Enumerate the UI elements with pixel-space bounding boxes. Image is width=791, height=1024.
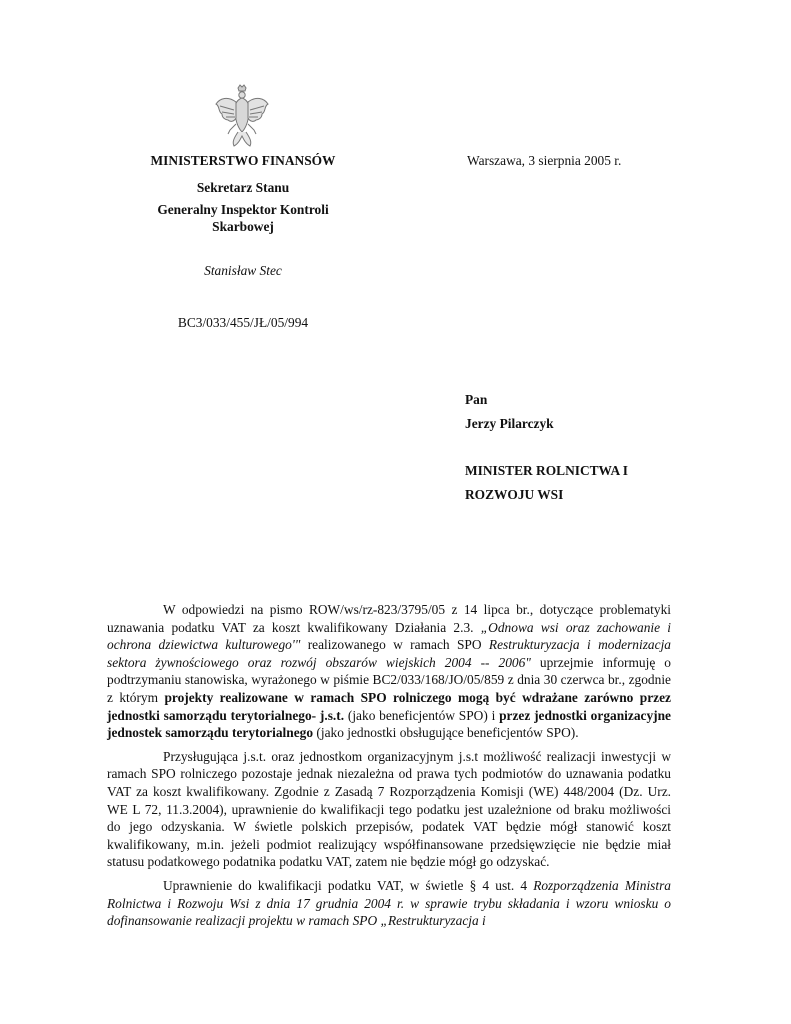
recipient-name: Jerzy Pilarczyk <box>465 416 554 431</box>
sender-title-line1: Generalny Inspektor Kontroli <box>157 202 329 217</box>
body-paragraph-1 <box>107 601 671 742</box>
recipient-office-line2: ROZWOJU WSI <box>465 487 564 502</box>
letter-body <box>107 601 671 930</box>
sender-title-line2: Skarbowej <box>212 219 274 234</box>
body-paragraph-3 <box>107 877 671 930</box>
text-run: Przysługująca j.s.t. oraz jednostkom organizacyjnym j.s.t możliwość realizacji inwestycji w ramach SPO rolniczego pozostaje jednak niezależna od prawa tych podmiotów do uznawania podatku VAT za koszt kwalifikowany. Zgodnie z Zasadą 7 Rozporządzenia Komisji (WE) 448/2004 (Dz. Urz. WE L 72, 11.3.2004), uprawnienie do kwalifikacji tego podatku jest uzależnione od braku możliwości do jego odzyskania. W świetle polskich przepisów, podatek VAT będzie mógł stanowić koszt kwalifikowany, m.in. jeżeli podmiot realizujący współfinansowane przedsięwzięcie nie będzie miał statusu podatkowego podatnika podatku VAT, zatem nie będzie mógł go odzyskać. <box>107 748 671 870</box>
text-run: (jako beneficjentów SPO) i <box>344 707 500 723</box>
reference-number: BC3/033/455/JŁ/05/994 <box>177 315 309 330</box>
text-run: realizowanego w ramach SPO <box>300 637 489 653</box>
ministry-name: MINISTERSTWO FINANSÓW <box>150 153 336 168</box>
text-run: Uprawnienie do kwalifikacji podatku VAT, w świetle § 4 ust. 4 <box>163 877 534 893</box>
text-run: przez jednostki organizacyjne jednostek samorządu terytorialnego <box>107 707 672 741</box>
text-run: W odpowiedzi na pismo ROW/ws/rz-823/3795/05 z 14 lipca br., dotyczące problematyki uznawania podatku VAT za koszt kwalifikowany Działania 2.3. <box>107 602 671 635</box>
text-run: (jako jednostki obsługujące beneficjentów SPO). <box>313 725 579 741</box>
text-run: projekty realizowane w ramach SPO rolniczego mogą być wdrażane zarówno przez jednostki samorządu terytorialnego- j.s.t. <box>107 689 671 723</box>
text-run: uprzejmie informuję o podtrzymaniu stanowiska, wyrażonego w piśmie BC2/033/168/JO/05/859 z dnia 30 czerwca br., zgodnie z którym <box>107 654 671 705</box>
text-run: Restrukturyzacja i modernizacja sektora żywnościowego oraz rozwój obszarów wiejskich 2004 -- 2006" <box>107 637 671 670</box>
text-run: Rozporządzenia Ministra Rolnictwa i Rozwoju Wsi z dnia 17 grudnia 2004 r. w sprawie trybu składania i wzoru wniosku o dofinansowanie realizacji projektu w ramach SPO „Restrukturyzacja i <box>107 877 672 929</box>
text-run: „Odnowa wsi oraz zachowanie i ochrona dziewictwa kulturowego'" <box>107 619 672 653</box>
letter-date: Warszawa, 3 sierpnia 2005 r. <box>467 153 622 168</box>
sender-position: Sekretarz Stanu <box>196 180 290 195</box>
body-paragraph-2 <box>107 748 671 871</box>
recipient-salutation: Pan <box>465 392 488 407</box>
eagle-emblem-icon <box>214 84 270 148</box>
signatory-name: Stanisław Stec <box>204 263 282 278</box>
recipient-office-line1: MINISTER ROLNICTWA I <box>465 463 628 478</box>
